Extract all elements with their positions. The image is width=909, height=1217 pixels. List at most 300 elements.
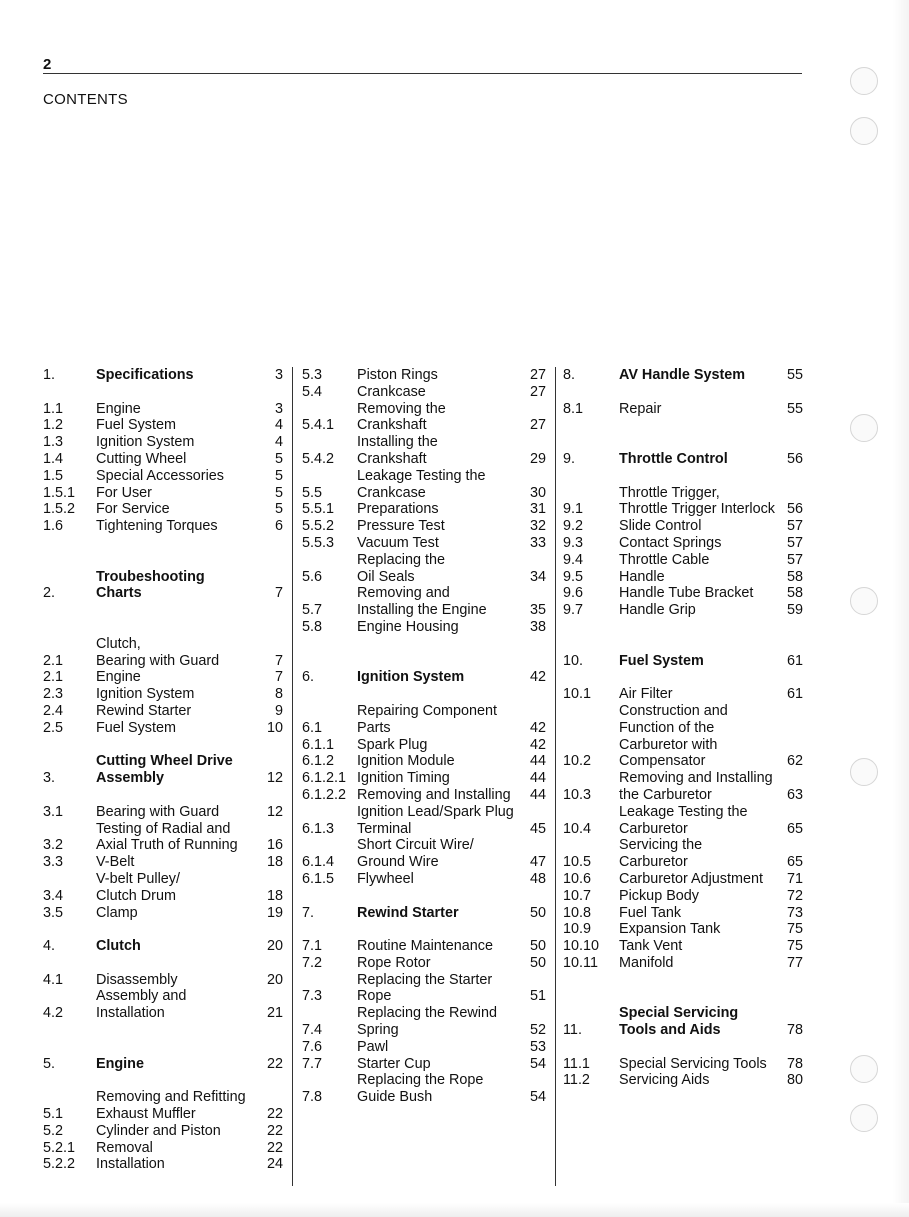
toc-entry-title: Routine Maintenance (357, 938, 494, 955)
toc-entry-page: 8 (274, 686, 283, 703)
toc-entry-page: 54 (529, 1055, 546, 1072)
toc-entry-page: 5 (274, 450, 283, 467)
toc-entry-title: Construction and Function of the Carburetor with Compensator (619, 702, 728, 770)
toc-entry-title: Engine (96, 400, 141, 417)
toc-entry-title: Special Servicing Tools (619, 1055, 767, 1072)
toc-entry-page: 61 (786, 652, 803, 669)
toc-section-heading (563, 451, 803, 468)
toc-entry-title: Ignition System (96, 434, 195, 451)
toc-entry-page: 27 (529, 383, 546, 400)
toc-entry (302, 804, 546, 838)
toc-entry-title: Special Servicing Tools and Aids (619, 1005, 739, 1039)
toc-entry (563, 401, 803, 418)
toc-entry-number: 5.2.1 (43, 1139, 76, 1156)
toc-entry-page: 18 (266, 887, 283, 904)
toc-entry-page: 58 (786, 568, 803, 585)
toc-entry (302, 1072, 546, 1106)
toc-entry (43, 804, 283, 821)
toc-entry (43, 905, 283, 922)
toc-entry-title: Ignition Lead/Spark Plug Terminal (357, 803, 514, 837)
toc-entry-title: Removing and Installing the Engine (357, 585, 487, 619)
toc-entry-page: 73 (786, 904, 803, 921)
toc-entry (302, 535, 546, 552)
toc-entry-page: 45 (529, 820, 546, 837)
toc-entry-number: 6.1.1 (302, 736, 335, 753)
toc-section-heading (43, 569, 283, 603)
toc-entry-number: 9.2 (563, 518, 584, 535)
toc-entry (302, 367, 546, 384)
toc-entry-title: Repairing Component Parts (357, 702, 497, 736)
toc-section-heading (563, 653, 803, 670)
toc-section-heading (302, 669, 546, 686)
toc-entry-page: 72 (786, 887, 803, 904)
toc-entry-page: 54 (529, 1089, 546, 1106)
toc-entry (563, 485, 803, 519)
toc-entry-number: 1.4 (43, 450, 64, 467)
toc-entry-number: 10. (563, 652, 584, 669)
toc-entry-title: Specifications (96, 367, 194, 383)
toc-entry-page: 7 (274, 652, 283, 669)
toc-entry-number: 5.4 (302, 383, 323, 400)
toc-entry (43, 720, 283, 737)
toc-entry-title: Engine Housing (357, 618, 459, 635)
toc-entry-title: Pickup Body (619, 887, 699, 904)
toc-entry-page: 57 (786, 534, 803, 551)
toc-entry-title: Expansion Tank (619, 921, 721, 938)
toc-entry (302, 1056, 546, 1073)
toc-entry-title: Pressure Test (357, 518, 445, 535)
toc-entry-number: 1.1 (43, 400, 64, 417)
toc-entry-page: 42 (529, 719, 546, 736)
toc-entry-page: 27 (529, 367, 546, 383)
toc-entry-number: 1.5.2 (43, 501, 76, 518)
toc-entry-number: 1.6 (43, 518, 64, 535)
toc-entry-title: Repair (619, 400, 662, 417)
toc-entry (43, 1156, 283, 1173)
toc-entry-number: 6.1.2.1 (302, 770, 347, 787)
toc-entry-number: 7.3 (302, 988, 323, 1005)
toc-entry-page: 12 (266, 803, 283, 820)
toc-entry-title: Removing and Installing (357, 786, 511, 803)
toc-entry (302, 1039, 546, 1056)
toc-entry (302, 787, 546, 804)
toc-entry-number: 9.6 (563, 585, 584, 602)
toc-entry-number: 10.7 (563, 887, 592, 904)
toc-entry-page: 57 (786, 518, 803, 535)
toc-entry (563, 602, 803, 619)
binder-hole-icon (850, 1055, 878, 1083)
toc-entry (43, 686, 283, 703)
toc-entry (43, 518, 283, 535)
column-divider (292, 367, 293, 1186)
toc-entry (563, 955, 803, 972)
toc-entry-page: 3 (274, 367, 283, 383)
toc-entry-page: 44 (529, 786, 546, 803)
toc-column-1 (43, 367, 283, 1173)
toc-entry-number: 10.5 (563, 854, 592, 871)
toc-entry (302, 552, 546, 586)
toc-entry-title: Handle Grip (619, 602, 696, 619)
toc-entry-number: 2. (43, 585, 56, 602)
toc-entry (563, 703, 803, 770)
toc-entry (43, 821, 283, 855)
toc-entry-title: Removing and Refitting Exhaust Muffler (96, 1089, 246, 1123)
toc-entry-page: 48 (529, 870, 546, 887)
binder-hole-icon (850, 587, 878, 615)
toc-entry-page: 59 (786, 602, 803, 619)
toc-entry-page: 19 (266, 904, 283, 921)
toc-entry-title: Starter Cup (357, 1055, 431, 1072)
toc-entry-number: 1.3 (43, 434, 64, 451)
toc-entry-page: 38 (529, 618, 546, 635)
toc-entry-number: 3.5 (43, 904, 64, 921)
toc-entry-page: 65 (786, 854, 803, 871)
toc-entry-title: Engine (96, 1055, 144, 1072)
toc-entry-number: 10.11 (563, 954, 598, 971)
toc-entry (563, 770, 803, 804)
toc-entry-page: 42 (529, 669, 546, 686)
toc-entry-title: Replacing the Oil Seals (357, 551, 446, 585)
toc-entry-title: Flywheel (357, 870, 414, 887)
toc-entry-title: Clutch (96, 938, 141, 955)
toc-entry-page: 53 (529, 1038, 546, 1055)
toc-entry-page: 35 (529, 602, 546, 619)
toc-entry (43, 451, 283, 468)
toc-entry-number: 10.10 (563, 938, 600, 955)
toc-entry-number: 2.1 (43, 669, 64, 686)
toc-entry-title: Replacing the Rope Guide Bush (357, 1072, 484, 1106)
toc-entry-title: Engine (96, 669, 141, 686)
toc-entry-title: Special Accessories (96, 467, 224, 484)
toc-entry (43, 434, 283, 451)
toc-entry-number: 5. (43, 1055, 56, 1072)
toc-entry-page: 22 (266, 1139, 283, 1156)
toc-entry-number: 7. (302, 904, 315, 921)
toc-entry-title: Removing and Installing the Carburetor (619, 770, 773, 803)
toc-entry-page: 5 (274, 467, 283, 484)
toc-entry (302, 518, 546, 535)
toc-entry-page: 78 (786, 1055, 803, 1072)
binder-hole-icon (850, 758, 878, 786)
toc-entry-title: Fuel System (96, 719, 176, 736)
toc-entry (563, 569, 803, 586)
toc-entry-title: For User (96, 484, 152, 501)
toc-entry-title: Bearing with Guard (96, 803, 220, 820)
page-edge-shadow (893, 0, 909, 1217)
toc-entry-number: 11. (563, 1022, 582, 1039)
toc-entry-page: 20 (266, 938, 283, 955)
toc-entry (43, 1140, 283, 1157)
toc-entry-title: Removing the Crankshaft (357, 400, 446, 434)
toc-entry-page: 22 (266, 1106, 283, 1123)
toc-entry-page: 62 (786, 753, 803, 770)
toc-entry-number: 9.5 (563, 568, 584, 585)
toc-entry-page: 22 (266, 1055, 283, 1072)
toc-entry-title: Carburetor Adjustment (619, 870, 763, 887)
toc-entry-page: 7 (274, 669, 283, 686)
toc-entry (302, 737, 546, 754)
toc-entry-page: 16 (266, 837, 283, 854)
toc-entry-number: 1.5 (43, 467, 64, 484)
toc-entry-number: 10.3 (563, 786, 592, 803)
toc-entry-title: Cylinder and Piston (96, 1122, 221, 1139)
toc-entry-title: Servicing the Carburetor (619, 837, 703, 871)
toc-entry-number: 10.4 (563, 820, 592, 837)
toc-entry-page: 34 (529, 568, 546, 585)
toc-entry (563, 804, 803, 838)
toc-entry-title: Cutting Wheel (96, 450, 187, 467)
toc-entry-number: 7.1 (302, 938, 323, 955)
toc-entry-title: Leakage Testing the Crankcase (357, 467, 486, 501)
toc-entry-number: 6.1 (302, 719, 323, 736)
toc-entry-title: Clamp (96, 904, 138, 921)
toc-entry-title: Pawl (357, 1038, 389, 1055)
page-title: CONTENTS (43, 91, 128, 108)
toc-entry-page: 50 (529, 904, 546, 921)
toc-entry-page: 5 (274, 484, 283, 501)
toc-entry-title: V-Belt (96, 854, 135, 871)
toc-entry-title: Ignition System (357, 669, 465, 686)
toc-entry-number: 10.2 (563, 753, 592, 770)
toc-entry-number: 1.5.1 (43, 484, 76, 501)
toc-entry-number: 10.8 (563, 904, 592, 921)
toc-entry-number: 6.1.5 (302, 870, 335, 887)
toc-entry-page: 58 (786, 585, 803, 602)
toc-entry (302, 837, 546, 871)
toc-entry (43, 1123, 283, 1140)
toc-entry-page: 63 (786, 786, 803, 803)
toc-entry (302, 501, 546, 518)
toc-entry-page: 71 (786, 870, 803, 887)
toc-entry (563, 1072, 803, 1089)
toc-entry-title: Removal (96, 1139, 153, 1156)
toc-section-heading (563, 367, 803, 384)
toc-entry-page: 22 (266, 1122, 283, 1139)
toc-entry-page: 55 (786, 367, 803, 383)
toc-entry (302, 384, 546, 401)
toc-section-heading (563, 1005, 803, 1039)
toc-entry (563, 585, 803, 602)
toc-entry-page: 29 (529, 450, 546, 467)
toc-entry (43, 854, 283, 871)
toc-entry-page: 47 (529, 854, 546, 871)
header-rule (43, 73, 802, 74)
toc-entry-number: 4.1 (43, 971, 64, 988)
toc-entry-number: 5.5.3 (302, 534, 335, 551)
toc-entry-page: 44 (529, 770, 546, 787)
toc-section-heading (43, 1056, 283, 1073)
toc-column-2 (302, 367, 546, 1106)
toc-entry (563, 552, 803, 569)
toc-entry-page: 20 (266, 971, 283, 988)
toc-entry (302, 938, 546, 955)
toc-entry-page: 9 (274, 702, 283, 719)
toc-entry-title: Leakage Testing the Carburetor (619, 803, 748, 837)
toc-entry-number: 6.1.2 (302, 753, 335, 770)
toc-entry-title: Installing the Crankshaft (357, 434, 438, 467)
toc-entry (302, 468, 546, 502)
toc-entry (302, 753, 546, 770)
toc-entry-number: 5.2.2 (43, 1156, 76, 1173)
toc-entry-title: Rope Rotor (357, 954, 431, 971)
toc-entry-number: 3.3 (43, 854, 64, 871)
toc-entry-number: 7.6 (302, 1038, 323, 1055)
toc-section-heading (43, 938, 283, 955)
toc-entry-number: 5.6 (302, 568, 323, 585)
toc-entry-page: 31 (529, 501, 546, 518)
toc-entry-number: 5.5.2 (302, 518, 335, 535)
toc-entry-page: 4 (274, 417, 283, 434)
toc-entry-page: 12 (266, 770, 283, 787)
toc-entry-title: Replacing the Starter Rope (357, 971, 493, 1005)
toc-entry-page: 42 (529, 736, 546, 753)
binder-hole-icon (850, 1104, 878, 1132)
toc-entry-number: 5.3 (302, 367, 323, 383)
toc-entry (563, 686, 803, 703)
toc-entry-page: 61 (786, 686, 803, 703)
toc-entry-title: Tightening Torques (96, 518, 218, 535)
toc-entry (43, 417, 283, 434)
toc-entry-number: 3.2 (43, 837, 64, 854)
toc-entry-number: 10.6 (563, 870, 592, 887)
toc-entry-title: Handle Tube Bracket (619, 585, 754, 602)
toc-entry-number: 7.4 (302, 1022, 323, 1039)
toc-entry-number: 9.3 (563, 534, 584, 551)
toc-entry-number: 5.2 (43, 1122, 64, 1139)
toc-entry (563, 938, 803, 955)
toc-entry-title: For Service (96, 501, 170, 518)
toc-entry-page: 80 (786, 1072, 803, 1089)
toc-entry-title: Rewind Starter (96, 702, 192, 719)
toc-entry-page: 77 (786, 954, 803, 971)
toc-entry (302, 955, 546, 972)
toc-entry-number: 10.9 (563, 921, 592, 938)
toc-entry (563, 871, 803, 888)
toc-entry-number: 5.1 (43, 1106, 64, 1123)
toc-entry-number: 6.1.2.2 (302, 786, 347, 803)
toc-entry-number: 5.4.2 (302, 450, 335, 467)
toc-entry-title: Throttle Control (619, 450, 728, 467)
toc-entry-page: 56 (786, 450, 803, 467)
toc-entry-number: 3.4 (43, 887, 64, 904)
toc-entry (43, 1089, 283, 1123)
toc-entry-title: Ignition Timing (357, 770, 450, 787)
toc-entry (302, 972, 546, 1006)
toc-entry-title: Air Filter (619, 686, 673, 703)
toc-entry-page: 50 (529, 954, 546, 971)
toc-entry (302, 1005, 546, 1039)
toc-entry-number: 4. (43, 938, 56, 955)
toc-entry (43, 972, 283, 989)
toc-entry (302, 871, 546, 888)
toc-entry-page: 6 (274, 518, 283, 535)
toc-entry (43, 669, 283, 686)
toc-entry-page: 5 (274, 501, 283, 518)
toc-section-heading (302, 905, 546, 922)
toc-entry-title: Replacing the Rewind Spring (357, 1005, 497, 1039)
toc-entry-page: 33 (529, 534, 546, 551)
toc-entry (302, 770, 546, 787)
toc-entry-number: 7.8 (302, 1089, 323, 1106)
toc-entry-page: 52 (529, 1022, 546, 1039)
toc-entry-title: Vacuum Test (357, 534, 439, 551)
toc-entry (302, 703, 546, 737)
toc-column-3 (563, 367, 803, 1089)
toc-entry-title: Contact Springs (619, 534, 722, 551)
toc-entry (43, 485, 283, 502)
toc-entry-page: 30 (529, 484, 546, 501)
toc-entry-number: 5.5.1 (302, 501, 335, 518)
toc-entry-number: 5.5 (302, 484, 323, 501)
toc-entry-number: 1. (43, 367, 56, 383)
toc-entry-title: Ignition Module (357, 753, 455, 770)
toc-entry-number: 11.1 (563, 1055, 590, 1072)
toc-entry-title: Testing of Radial and Axial Truth of Running (96, 820, 238, 854)
toc-entry-page: 56 (786, 501, 803, 518)
toc-entry (302, 585, 546, 619)
toc-entry-title: Clutch, Bearing with Guard (96, 635, 220, 669)
toc-entry-number: 8.1 (563, 400, 584, 417)
toc-entry-title: Short Circuit Wire/ Ground Wire (357, 837, 474, 871)
toc-entry-number: 5.4.1 (302, 417, 335, 434)
toc-entry-number: 9.4 (563, 551, 584, 568)
toc-entry (302, 619, 546, 636)
toc-entry-page: 27 (529, 417, 546, 434)
toc-section-heading (43, 367, 283, 384)
toc-entry-page: 18 (266, 854, 283, 871)
toc-entry-title: AV Handle System (619, 367, 746, 383)
toc-entry-number: 1.2 (43, 417, 64, 434)
toc-entry-page: 24 (266, 1156, 283, 1173)
toc-entry-number: 2.1 (43, 652, 64, 669)
toc-entry-page: 55 (786, 400, 803, 417)
column-divider (555, 367, 556, 1186)
toc-entry-title: Rewind Starter (357, 904, 459, 921)
toc-entry-page: 75 (786, 921, 803, 938)
toc-entry-number: 8. (563, 367, 576, 383)
toc-entry-title: Fuel Tank (619, 904, 682, 921)
toc-entry-title: Spark Plug (357, 736, 428, 753)
toc-section-heading (43, 753, 283, 787)
toc-entry-title: Fuel System (619, 652, 704, 669)
toc-entry-page: 50 (529, 938, 546, 955)
page-bottom-shadow (0, 1203, 909, 1217)
toc-entry-title: Handle (619, 568, 665, 585)
toc-entry (563, 888, 803, 905)
toc-entry (302, 434, 546, 468)
toc-entry (563, 837, 803, 871)
toc-entry-number: 7.7 (302, 1055, 323, 1072)
toc-entry-number: 9.7 (563, 602, 584, 619)
toc-entry-page: 57 (786, 551, 803, 568)
toc-entry-page: 75 (786, 938, 803, 955)
toc-entry-title: Troubeshooting Charts (96, 568, 205, 602)
toc-entry (563, 921, 803, 938)
toc-entry-title: Throttle Cable (619, 551, 710, 568)
toc-entry-number: 7.2 (302, 954, 323, 971)
binder-hole-icon (850, 67, 878, 95)
binder-hole-icon (850, 414, 878, 442)
toc-entry-number: 3.1 (43, 803, 64, 820)
toc-entry-title: Preparations (357, 501, 439, 518)
toc-entry-number: 4.2 (43, 1005, 64, 1022)
toc-entry-number: 10.1 (563, 686, 592, 703)
toc-entry-title: Cutting Wheel Drive Assembly (96, 753, 233, 787)
toc-entry-title: Disassembly (96, 971, 178, 988)
toc-entry-number: 2.4 (43, 702, 64, 719)
toc-entry (43, 401, 283, 418)
toc-entry-title: Slide Control (619, 518, 702, 535)
